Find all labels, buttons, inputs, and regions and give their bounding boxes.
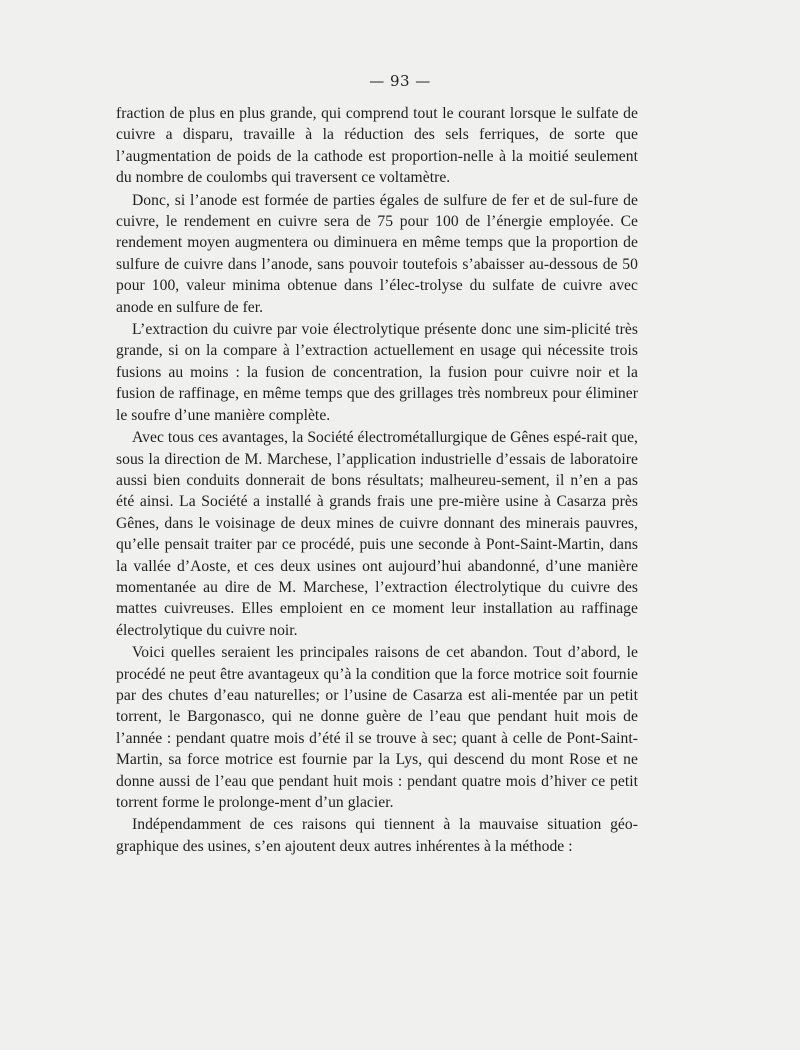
paragraph-3: L’extraction du cuivre par voie électrolytique présente donc une sim-plicité très grande, si on la compare à l’extraction actuellement en usage qui nécessite trois fusions au moins : la fusion de concentration, la fusion pour cuivre noir et la fusion de raffinage, en même temps que des grillages très nombreux pour éliminer le soufre d’une manière complète. [116,321,638,424]
paragraph-5: Voici quelles seraient les principales raisons de cet abandon. Tout d’abord, le procédé ne peut être avantageux qu’à la condition que la force motrice soit fournie par des chutes d’eau naturelles; or l’usine de Casarza est ali-mentée par un petit torrent, le Bargonasco, qui ne donne guère de l’eau que pendant huit mois de l’année : pendant quatre mois d’été il se trouve à sec; quant à celle de Pont-Saint-Martin, sa force motrice est fournie par la Lys, qui descend du mont Rose et ne donne aussi de l’eau que pendant huit mois : pendant quatre mois d’hiver ce petit torrent forme le prolonge-ment d’un glacier. [116,644,638,811]
paragraph-1: fraction de plus en plus grande, qui comprend tout le courant lorsque le sulfate de cuivre a disparu, travaille à la réduction des sels ferriques, de sorte que l’augmentation de poids de la cathode est proportion-nelle à la moitié seulement du nombre de coulombs qui traversent ce voltamètre. [116,105,638,187]
paragraph-4: Avec tous ces avantages, la Société électrométallurgique de Gênes espé-rait que, sous la direction de M. Marchese, l’application industrielle d’essais de laboratoire aussi bien conduits donnerait de bons résultats; malheureu-sement, il n’en a pas été ainsi. La Société a installé à grands frais une pre-mière usine à Casarza près Gênes, dans le voisinage de deux mines de cuivre donnant des minerais pauvres, qu’elle pensait traiter par ce procédé, puis une seconde à Pont-Saint-Martin, dans la vallée d’Aoste, et ces deux usines ont aujourd’hui abandonné, d’une manière momentanée au dire de M. Marchese, l’extraction électrolytique du cuivre des mattes cuivreuses. Elles emploient en ce moment leur installation au raffinage électrolytique du cuivre noir. [116,429,638,639]
page-number: — 93 — [369,72,431,90]
paragraph-2: Donc, si l’anode est formée de parties égales de sulfure de fer et de sul-fure de cuivre, le rendement en cuivre sera de 75 pour 100 de l’énergie employée. Ce rendement moyen augmentera ou diminuera en même temps que la proportion de sulfure de cuivre dans l’anode, sans pouvoir toutefois s’abaisser au-dessous de 50 pour 100, valeur minima obtenue dans l’élec-trolyse du sulfate de cuivre avec anode en sulfure de fer. [116,191,638,316]
paragraph-6: Indépendamment de ces raisons qui tiennent à la mauvaise situation géo-graphique des usines, s’en ajoutent deux autres inhérentes à la méthode : [116,816,638,855]
body-text [116,103,638,857]
